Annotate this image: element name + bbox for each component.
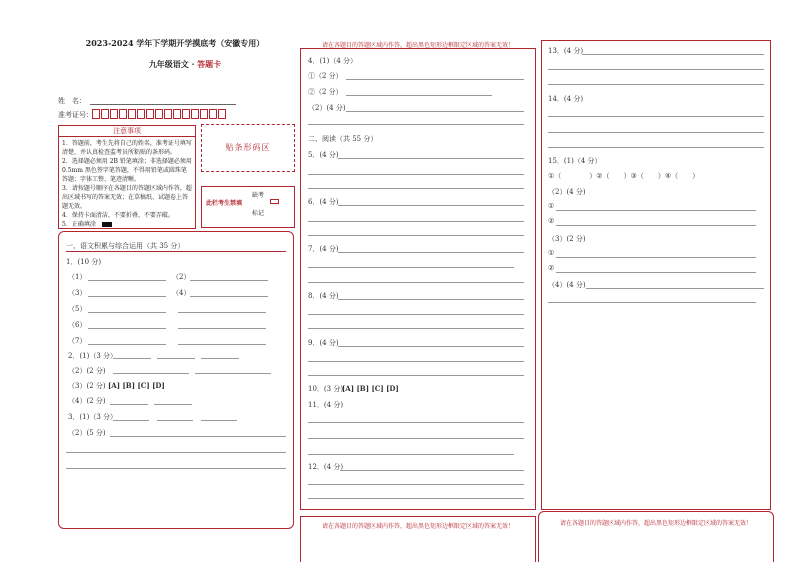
absent-box <box>201 186 295 228</box>
q1-part2-label: （2） <box>172 273 191 281</box>
subject-label: 九年级语文 · <box>148 59 198 69</box>
q12-label: 12．(4 分) <box>308 463 344 471</box>
q2-1-line-c[interactable] <box>201 358 239 359</box>
column3-box <box>541 40 771 510</box>
absent-checkbox[interactable] <box>270 199 279 204</box>
absent-mark-label: 缺考 <box>252 192 265 199</box>
q15-3-label: （3）(2 分) <box>548 235 586 243</box>
q1-part2-line[interactable] <box>190 280 268 281</box>
notice-item: 4．保持卡面清洁，不要折叠、不要弄破。 <box>62 212 174 219</box>
q7-label: 7．(4 分) <box>308 245 339 253</box>
warning-bottom-right: 请在各题目的答题区域内作答，超出黑色矩形边框限定区域的答案无效！ <box>559 520 752 527</box>
name-label: 姓 名： <box>58 97 86 105</box>
q8-label: 8．(4 分) <box>308 292 339 300</box>
q4-2-line-1[interactable] <box>346 111 524 112</box>
q1-part7-label: （7） <box>68 337 87 345</box>
q1-part3-label: （3） <box>68 289 87 297</box>
q12-line-2[interactable] <box>308 484 524 485</box>
q15-4-line-2[interactable] <box>548 302 756 303</box>
q3-1-line-c[interactable] <box>201 420 237 421</box>
q2-2-line-a[interactable] <box>113 373 189 374</box>
q14-line-3[interactable] <box>548 147 764 148</box>
q1-label: 1．(10 分) <box>66 258 102 266</box>
q1-part1-label: （1） <box>68 273 87 281</box>
name-field[interactable] <box>90 104 236 105</box>
answer-card-label: 答题卡 <box>197 59 222 69</box>
q5-line-1[interactable] <box>338 158 524 159</box>
q14-label: 14．(4 分) <box>548 95 584 103</box>
q15-1-blanks[interactable]: ①（ ）②（ ）③（ ）④（ ） <box>548 172 700 180</box>
q2-4-label: （4）(2 分) <box>68 397 106 405</box>
notice-item: 1．答题前，考生先将自己的姓名，准考证号填写清楚，并认真检查监考员所粘贴的条形码。 <box>62 140 192 156</box>
notice-item: 2．选择题必须用 2B 铅笔填涂；非选择题必须用 0.5mm 黑色签字笔答题，不得用铅笔或圆珠笔答题；字体工整、笔迹清晰。 <box>62 158 192 183</box>
q11-label: 11．(4 分) <box>308 401 344 409</box>
q11-line-3[interactable] <box>308 454 514 455</box>
q5-line-3[interactable] <box>308 188 524 189</box>
q15-3a-line[interactable] <box>556 257 756 258</box>
column2-bottom-box <box>300 516 536 562</box>
q9-line-1[interactable] <box>338 346 524 347</box>
q9-label: 9．(4 分) <box>308 339 339 347</box>
q2-4-line-a[interactable] <box>110 404 148 405</box>
q3-2-line-2[interactable] <box>66 452 286 453</box>
q2-4-line-b[interactable] <box>154 404 192 405</box>
q4-1b-label: ②（2 分） <box>308 88 343 96</box>
q2-2-line-b[interactable] <box>195 373 271 374</box>
q13-line-3[interactable] <box>548 84 764 85</box>
q3-1-line-a[interactable] <box>113 420 149 421</box>
q13-label: 13．(4 分) <box>548 47 584 55</box>
q4-1-label: 4．(1)（4 分） <box>308 57 358 65</box>
q15-3a-label: ① <box>548 249 555 257</box>
notice-box <box>58 125 196 229</box>
notice-item-text: 5．正确填涂 <box>62 221 96 228</box>
q15-2b-line[interactable] <box>556 225 756 226</box>
q4-1a-label: ①（2 分） <box>308 72 343 80</box>
q14-line-1[interactable] <box>548 116 764 117</box>
q9-line-3[interactable] <box>308 375 524 376</box>
absent-mark-label-2: 标记 <box>252 210 265 217</box>
q2-3-options[interactable]: [A] [B] [C] [D] <box>108 381 165 390</box>
q3-2-label: （2）(5 分) <box>68 429 106 437</box>
q3-1-label: 3．(1)（3 分） <box>68 413 118 421</box>
notice-title: 注意事项 <box>59 126 195 137</box>
q3-2-line-3[interactable] <box>66 468 286 469</box>
q3-1-line-b[interactable] <box>157 420 193 421</box>
q5-label: 5．(4 分) <box>308 151 339 159</box>
q2-1-line-a[interactable] <box>113 358 151 359</box>
q4-2-label: （2）(4 分) <box>308 104 346 112</box>
q6-line-3[interactable] <box>308 235 524 236</box>
q15-2a-label: ① <box>548 202 555 210</box>
q1-part7-line-b[interactable] <box>178 344 266 345</box>
column3-bottom-box <box>538 511 774 562</box>
id-label: 准考证号： <box>58 111 93 119</box>
absent-restrict-label: 此栏考生禁填 <box>206 200 243 207</box>
q10-options[interactable]: [A] [B] [C] [D] <box>342 384 399 393</box>
id-grid[interactable] <box>92 109 227 119</box>
q13-line-2[interactable] <box>548 69 764 70</box>
q15-2b-label: ② <box>548 217 555 225</box>
q7-line-2[interactable] <box>308 267 514 268</box>
q4-2-line-2[interactable] <box>308 124 524 125</box>
q7-line-1[interactable] <box>338 252 524 253</box>
warning-top-middle: 请在各题目的答题区域内作答，超出黑色矩形边框限定区域的答案无效！ <box>321 42 514 49</box>
barcode-label: 贴条形码区 <box>225 143 271 152</box>
q1-part4-line[interactable] <box>190 296 268 297</box>
q15-1-label: 15．(1)（4 分） <box>548 157 602 165</box>
fill-sample-icon <box>102 222 112 227</box>
q11-line-1[interactable] <box>308 422 524 423</box>
q1-part1-line[interactable] <box>88 280 166 281</box>
q8-line-2[interactable] <box>308 314 524 315</box>
q5-line-2[interactable] <box>308 174 524 175</box>
q8-line-3[interactable] <box>308 328 524 329</box>
q1-part6-line-a[interactable] <box>88 328 166 329</box>
warning-bottom-middle: 请在各题目的答题区域内作答，超出黑色矩形边框限定区域的答案无效！ <box>321 523 514 530</box>
q1-part5-line-a[interactable] <box>88 312 166 313</box>
q1-part5-label: （5） <box>68 305 87 313</box>
exam-title: 2023-2024 学年下学期开学摸底考（安徽专用） <box>85 38 265 48</box>
q15-2a-line[interactable] <box>556 210 756 211</box>
barcode-area <box>201 124 295 172</box>
q1-part6-label: （6） <box>68 321 87 329</box>
q10-label: 10．(3 分) <box>308 385 344 393</box>
q15-4-line-1[interactable] <box>586 288 764 289</box>
q1-part5-line-b[interactable] <box>178 312 266 313</box>
q15-2-label: （2）(4 分) <box>548 188 586 196</box>
q2-1-label: 2．(1)（3 分） <box>68 352 118 360</box>
q12-line-3[interactable] <box>308 498 524 499</box>
q3-2-line-1[interactable] <box>110 436 286 437</box>
q6-line-1[interactable] <box>338 205 524 206</box>
q2-3-label: （3）(2 分) <box>68 382 106 390</box>
q8-line-1[interactable] <box>338 299 524 300</box>
q1-part6-line-b[interactable] <box>178 328 266 329</box>
q11-line-2[interactable] <box>308 438 524 439</box>
q15-3b-line[interactable] <box>556 272 756 273</box>
q1-part4-label: （4） <box>172 289 191 297</box>
q14-line-2[interactable] <box>548 132 764 133</box>
q4-1b-line[interactable] <box>346 95 492 96</box>
exam-subtitle <box>110 59 260 70</box>
q2-2-label: （2）(2 分) <box>68 367 106 375</box>
column2-box <box>300 48 536 510</box>
q9-line-2[interactable] <box>308 361 524 362</box>
q6-line-2[interactable] <box>308 221 524 222</box>
section1-title-underline <box>66 251 286 252</box>
section2-title: 二、阅读（共 55 分） <box>308 135 378 143</box>
notice-item: 3．请按题号顺序在各题目的答题区域内作答，超出区域书写的答案无效；在草稿纸、试题卷上答题无效。 <box>62 185 192 210</box>
q2-1-line-b[interactable] <box>157 358 195 359</box>
q1-part7-line-a[interactable] <box>88 344 166 345</box>
notice-item <box>62 220 192 229</box>
section1-title: 一、语文积累与综合运用（共 35 分） <box>66 242 185 250</box>
q12-line-1[interactable] <box>340 470 524 471</box>
q4-1a-line[interactable] <box>346 79 524 80</box>
q15-3b-label: ② <box>548 264 555 272</box>
q1-part3-line[interactable] <box>88 296 166 297</box>
q7-line-3[interactable] <box>308 282 524 283</box>
q15-4-label: （4）(4 分) <box>548 281 586 289</box>
q13-line-1[interactable] <box>582 54 764 55</box>
q6-label: 6．(4 分) <box>308 198 339 206</box>
